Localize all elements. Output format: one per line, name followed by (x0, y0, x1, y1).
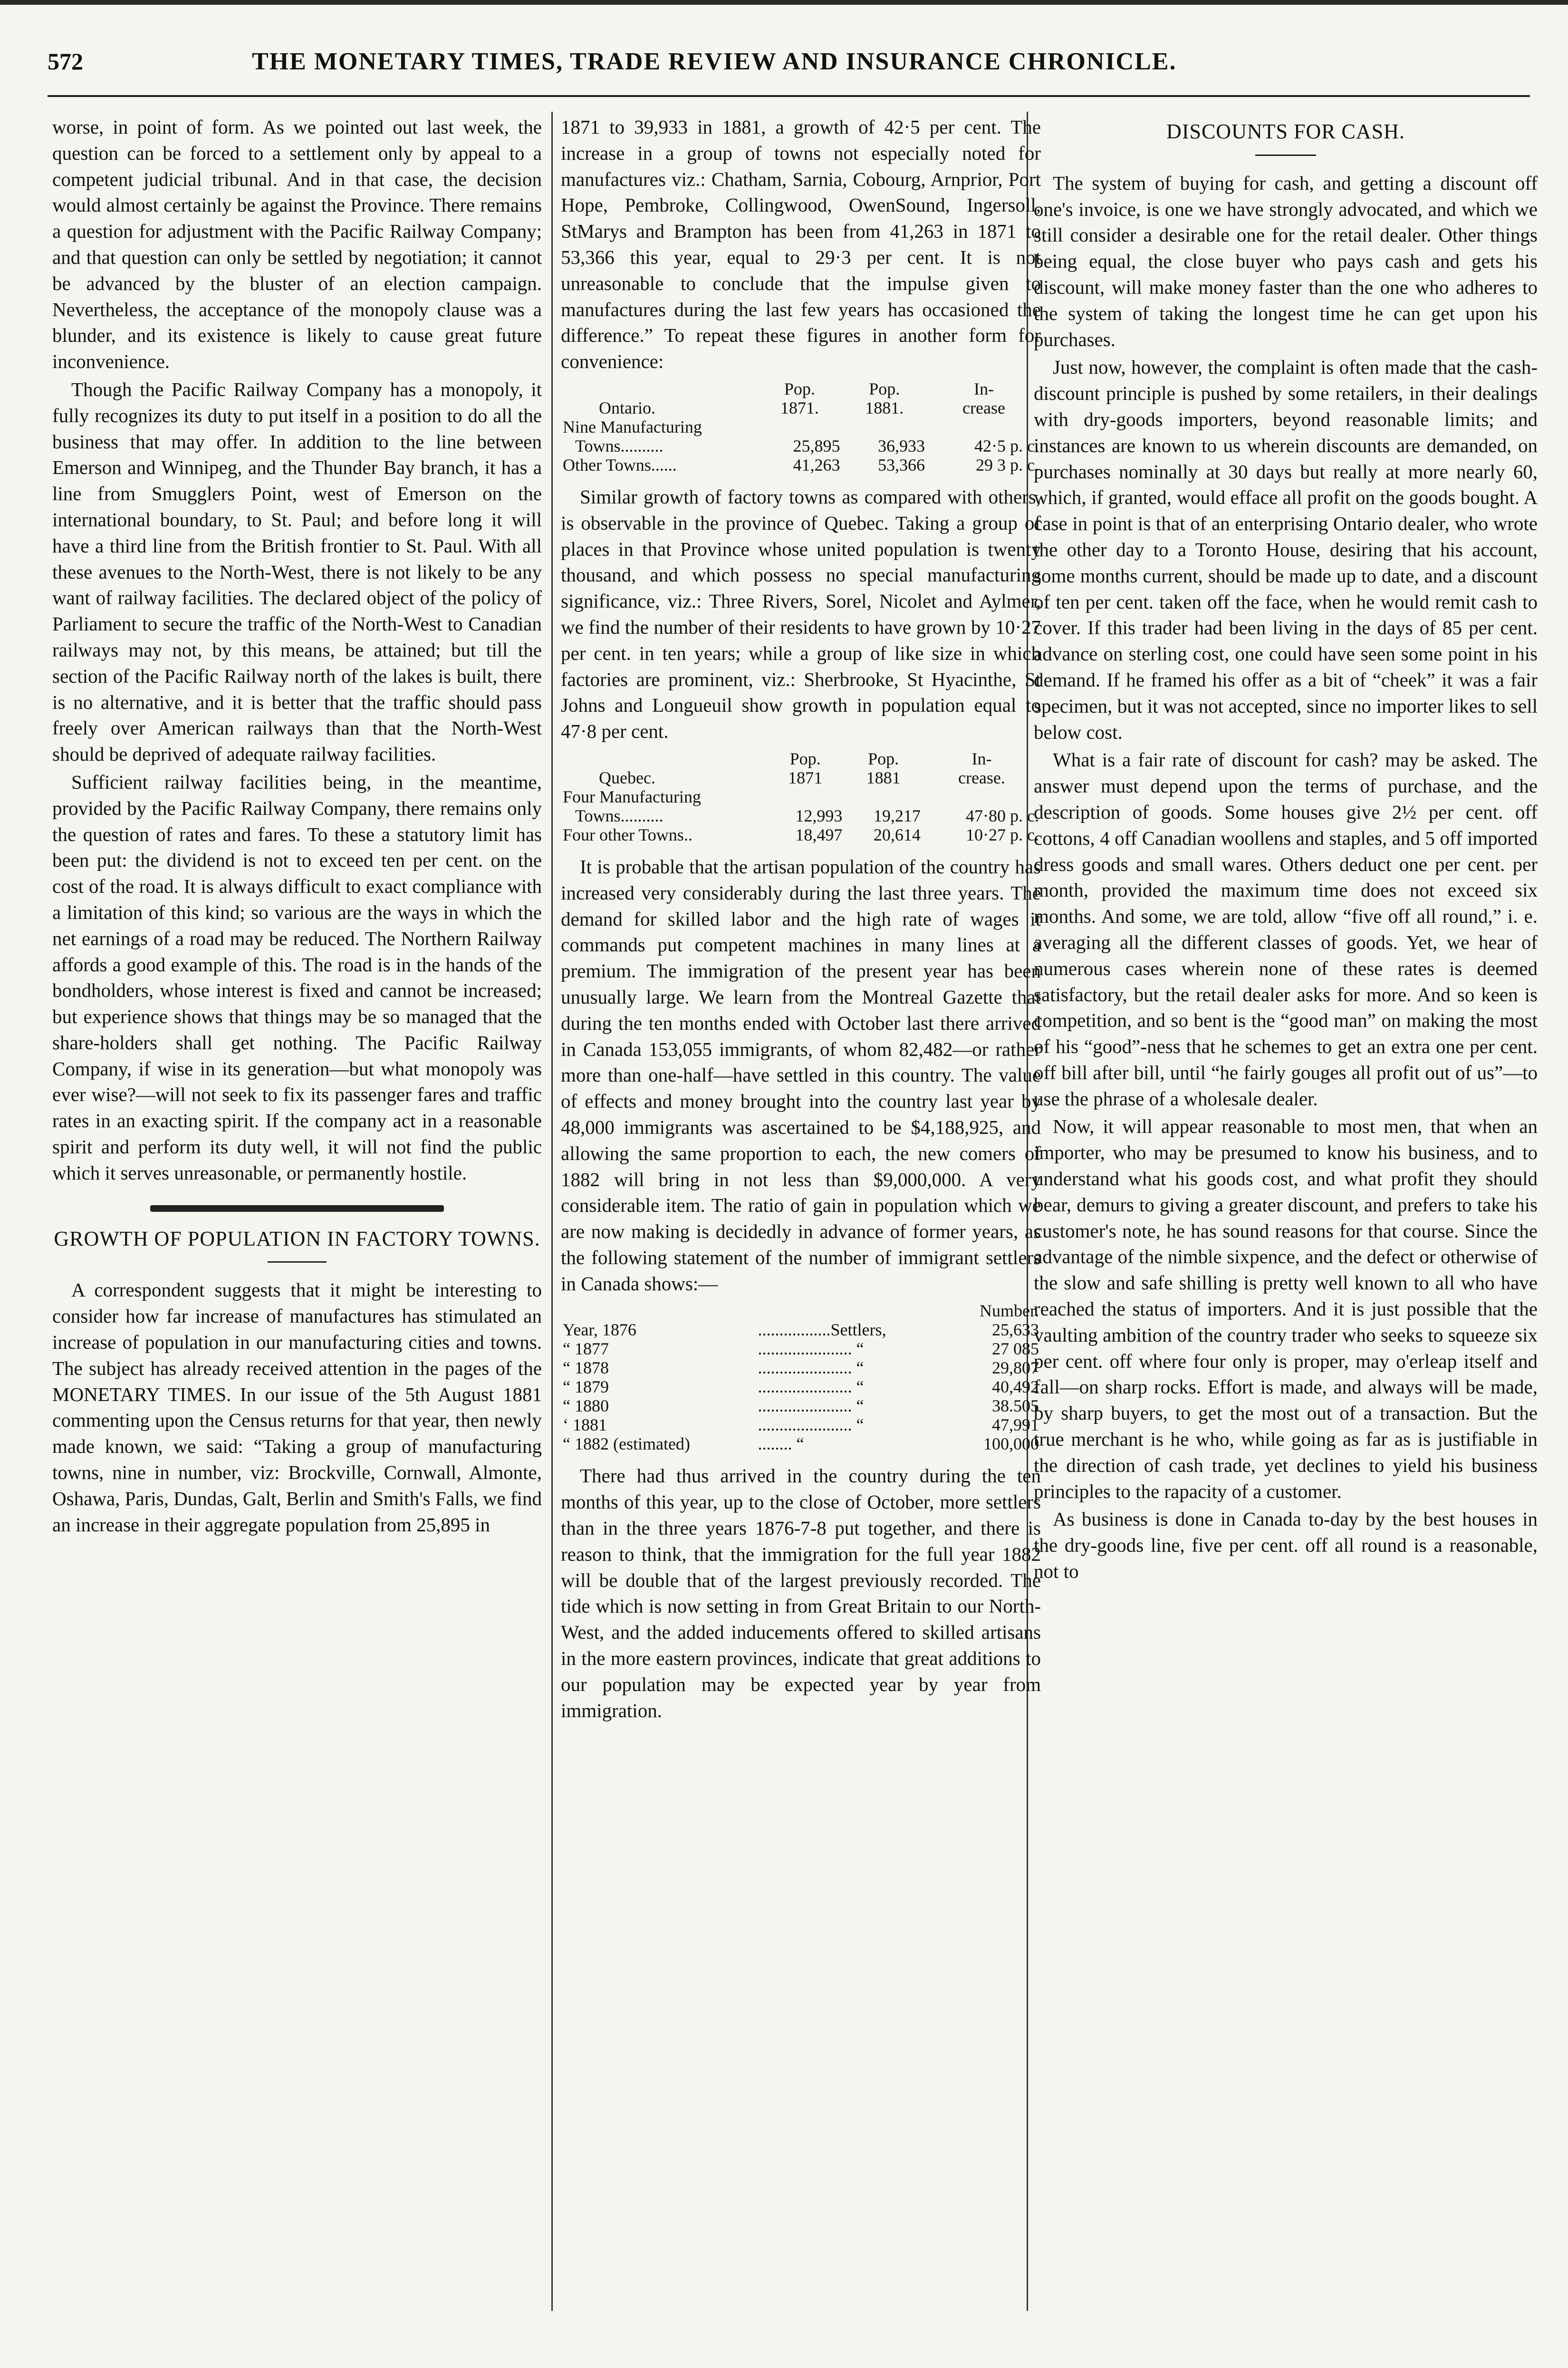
col3-paragraph: Now, it will appear reasonable to most men, that when an importer, who may be presumed to know his business, and to understand what his goods cost, and what profit they should bear, demurs to giving a greater discount, and prefers to take his customer's note, he has sound reasons for that course. Since the advantage of the nimble sixpence, and the defect or otherwise of the slow and safe shilling is pretty well known to all who have reached the status of importers. And it is just possible that the vaulting ambition of the country trader who seeks to squeeze six per cent. off where four only is proper, may o'erleap itself and fall—on sharp rocks. Effort is made, and always will be made, by sharp buyers, to get the most out of a transaction. But the true merchant is he who, while going as far as is justifiable in the direction of cash trade, yet declines to yield his business principles to the rapacity of a customer. (1034, 1115, 1538, 1502)
table-cell: “ 1878 (563, 1358, 609, 1378)
table-header: In- crease. (958, 749, 1005, 787)
col2-paragraph: There had thus arrived in the country during the ten months of this year, up to the close of October, more settlers than in the three years 1876-7-8 put together, and there is reason to think, that the immigration for the full year 1882 will be double that of the largest previously recorded. The tide which is now setting in from Great Britain to our North-West, and the added inducements offered to skilled artisans in the more eastern provinces, indicate that great additions to our population may be expected year by year from immigration. (561, 1465, 1041, 1721)
ontario-table (561, 379, 1041, 474)
table-cell: 42·5 p. c. (974, 436, 1039, 455)
table-cell: ...................... “ (758, 1339, 864, 1359)
col3-paragraph: The system of buying for cash, and getting a discount off one's invoice, is one we have strongly advocated, and which we still consider a desirable one for the retail dealer. Other things being equal, the close buyer who pays cash and gets his discount, will make money faster than the one who adheres to the system of taking the longest time he can get upon his purchases. (1034, 172, 1538, 350)
table-header: In- crease (962, 379, 1005, 417)
table-cell: 100,000 (983, 1434, 1039, 1454)
table-cell: “ 1877 (563, 1339, 609, 1359)
running-title: THE MONETARY TIMES, TRADE REVIEW AND INSURANCE CHRONICLE. (252, 48, 1177, 75)
heading-rule (1255, 155, 1316, 156)
table-header: Pop. 1881. (865, 379, 904, 417)
table-header: Number. (980, 1301, 1039, 1321)
table-header: Quebec. (599, 768, 655, 787)
table-cell: 29 3 p. c. (976, 455, 1039, 474)
table-cell: Four Manufacturing (563, 787, 701, 806)
col3-paragraph: As business is done in Canada to-day by the best houses in the dry-goods line, five per cent. off all round is a reasonable, not to (1034, 1508, 1538, 1583)
section-rule (150, 1205, 444, 1212)
table-cell: Four other Towns.. (563, 825, 693, 844)
col2-paragraph: 1871 to 39,933 in 1881, a growth of 42·5 per cent. The increase in a group of towns not especially noted for manufactures viz.: Chatham, Sarnia, Cobourg, Arnprior, Port Hope, Pembroke, Collingwood, OwenSound, Ingersoll, StMarys and Brampton has been from 41,263 in 1871 to 53,366 this year, equal to 29·3 per cent. It is not unreasonable to conclude that the impulse given to manufactures during the last few years has occasioned the difference.” To repeat these figures in another form for convenience: (561, 116, 1041, 373)
table-cell: 53,366 (877, 455, 925, 474)
col1-paragraph: Sufficient railway facilities being, in the meantime, provided by the Pacific Railway Company, there remains only the question of rates and fares. To these a statutory limit has been put: the dividend is not to exceed ten per cent. on the cost of the road. It is always difficult to exact compliance with a limitation of this kind; so various are the ways in which the net earnings of a road may be reduced. The Northern Railway affords a good example of this. The road is in the hands of the bondholders, whose interest is fixed and cannot be increased; but experience shows that things may be so managed that the share-holders shall get nothing. The Pacific Railway Company, if wise in its generation—but what monopoly was ever wise?—will not seek to fix its passenger fares and traffic rates in an exacting spirit. If the company act in a reasonable spirit and perform its duty well, it will not find the public which it serves unreasonable, or permanently hostile. (52, 771, 542, 1184)
table-cell: 20,614 (873, 825, 921, 844)
immigration-table (561, 1301, 1041, 1453)
table-cell: 29,807 (992, 1358, 1039, 1378)
table-cell: Towns.......... (575, 806, 664, 825)
table-cell: 40,492 (992, 1377, 1039, 1397)
header-rule (48, 95, 1530, 97)
col1-paragraph: A correspondent suggests that it might be interesting to consider how far increase of manufactures has stimulated an increase of population in our manufacturing cities and towns. The subject has already received attention in the pages of the MONETARY TIMES. In our issue of the 5th August 1881 commenting upon the Census returns for that year, then newly made known, we said: “Taking a group of manufacturing towns, nine in number, viz: Brockville, Cornwall, Almonte, Oshawa, Paris, Dundas, Galt, Berlin and Smith's Falls, we find an increase in their aggregate population from 25,895 in (52, 1279, 542, 1536)
quebec-table (561, 749, 1041, 844)
col1-paragraph: worse, in point of form. As we pointed out last week, the question can be forced to a settlement only by appeal to a competent judicial tribunal. And in that case, the decision would almost certainly be against the Province. There remains a question for adjustment with the Pacific Railway Company; and that question can only be settled by negotiation; it cannot be advanced by the bluster of an election campaign. Nevertheless, the acceptance of the monopoly clause was a blunder, and its existence is likely to cause great future inconvenience. (52, 116, 542, 373)
table-cell: ...................... “ (758, 1415, 864, 1435)
table-cell: “ 1880 (563, 1396, 609, 1416)
table-cell: 25,633 (992, 1320, 1039, 1340)
table-header: Pop. 1871. (780, 379, 819, 417)
col3-paragraph: What is a fair rate of discount for cash? may be asked. The answer must depend upon the terms of purchase, and the description of goods. Some houses give 2½ per cent. off cottons, 4 off Canadian woollens and staples, and 5 off imported dress goods and small wares. Others deduct one per cent. per month, provided the maximum time does not exceed six months. And some, we are told, allow “five off all round,” i. e. averaging all the different classes of goods. Yet, we hear of numerous cases wherein none of these rates is deemed satisfactory, but the retail dealer asks for more. And so keen is competition, and so bent is the “good man” on making the most of his “good”-ness that he schemes to get an extra one per cent. off bill after bill, until “he fairly gouges all profit out of us”—to use the phrase of a wholesale dealer. (1034, 749, 1538, 1110)
table-cell: ...................... “ (758, 1358, 864, 1378)
table-header: Pop. 1881 (866, 749, 901, 787)
table-header: Pop. 1871 (788, 749, 823, 787)
table-cell: Year, 1876 (563, 1320, 636, 1340)
table-cell: ...................... “ (758, 1377, 864, 1397)
table-cell: 41,263 (793, 455, 840, 474)
col2-paragraph: Similar growth of factory towns as compared with others, is observable in the province of Quebec. Taking a group of places in that Province whose united population is twenty thousand, and which possess no special manufacturing significance, viz.: Three Rivers, Sorel, Nicolet and Aylmer, we find the number of their residents to have grown by 10·27 per cent. in ten years; while a group of like size in which factories are prominent, viz.: Sherbrooke, St Hyacinthe, St Johns and Longueuil show growth in population equal to 47·8 per cent. (561, 485, 1041, 743)
table-cell: 10·27 p. c. (966, 825, 1039, 844)
table-cell: 47,991 (992, 1415, 1039, 1435)
col3-paragraph: Just now, however, the complaint is often made that the cash-discount principle is pushed by some retailers, in their dealings with dry-goods importers, beyond reasonable limits; and instances are known to us wherein discounts are demanded, on purchases nominally at 30 days but really at more nearly 60, which, if granted, would efface all profit on the goods bought. A case in point is that of an enterprising Ontario dealer, who wrote the other day to a Toronto House, desiring that his account, some months current, should be made up to date, and a discount of ten per cent. taken off the face, when he would remit cash to cover. If this trader had been living in the days of 85 per cent. advance on sterling cost, one could have seen some point in his demand. If he framed his offer as a bit of “cheek” it was a fair specimen, but it was not accepted, since no importer likes to sell below cost. (1034, 356, 1538, 743)
table-cell: ‘ 1881 (563, 1415, 607, 1435)
table-header: Ontario. (599, 398, 655, 417)
table-cell: Towns.......... (575, 436, 664, 455)
table-cell: 47·80 p. c. (966, 806, 1039, 825)
column-2 (561, 114, 1041, 1725)
table-cell: 25,895 (793, 436, 840, 455)
article-heading-population: GROWTH OF POPULATION IN FACTORY TOWNS. (54, 1227, 540, 1250)
top-border (0, 0, 1568, 5)
table-cell: .................Settlers, (758, 1320, 886, 1340)
column-divider-1 (551, 112, 553, 2311)
column-1 (52, 114, 542, 1539)
heading-rule (268, 1261, 327, 1263)
col1-paragraph: Though the Pacific Railway Company has a monopoly, it fully recognizes its duty to put itself in a position to do all the business that may offer. In addition to the line between Emerson and Winnipeg, and the Thunder Bay branch, it has a line from Smugglers Point, west of Emerson on the international boundary, to St. Paul; and before long it will have a third line from the British frontier to St. Paul. With all these avenues to the North-West, there is not likely to be any want of railway facilities. The declared object of the policy of Parliament to secure the traffic of the North-West to Canadian railways may not, by this means, be attained; but till the section of the Pacific Railway north of the lakes is built, there is no alternative, and it is better that the traffic should pass freely over American railways than that the North-West should be deprived of adequate railway facilities. (52, 378, 542, 765)
table-cell: ........ “ (758, 1434, 804, 1454)
table-cell: Nine Manufacturing (563, 417, 702, 436)
table-cell: Other Towns...... (563, 455, 677, 474)
table-cell: 12,993 (795, 806, 843, 825)
table-cell: 27 085 (992, 1339, 1039, 1359)
column-3 (1034, 114, 1538, 1586)
table-cell: 36,933 (877, 436, 925, 455)
col2-paragraph: It is probable that the artisan population of the country has increased very considerably during the last three years. The demand for skilled labor and the high rate of wages it commands put competent machines in many lines at a premium. The immigration of the present year has been unusually large. We learn from the Montreal Gazette that during the ten months ended with October last there arrived in Canada 153,055 immigrants, of whom 82,482—or rather more than one-half—have settled in this country. The value of effects and money brought into the country last year by 48,000 immigrants was ascertained to be $4,188,925, and allowing the same proportion to each, the new comers of 1882 will bring in not less than $9,000,000. A very considerable item. The ratio of gain in population which we are now making is decidedly in advance of former years, as the following statement of the number of immigrant settlers in Canada shows:— (561, 855, 1041, 1295)
table-cell: ...................... “ (758, 1396, 864, 1416)
page-number: 572 (48, 48, 83, 75)
table-cell: “ 1879 (563, 1377, 609, 1397)
table-cell: 18,497 (795, 825, 843, 844)
page-header (48, 48, 1530, 86)
table-cell: “ 1882 (estimated) (563, 1434, 690, 1454)
table-cell: 19,217 (873, 806, 921, 825)
article-heading-discounts: DISCOUNTS FOR CASH. (1166, 120, 1405, 143)
table-cell: 38.505 (992, 1396, 1039, 1416)
